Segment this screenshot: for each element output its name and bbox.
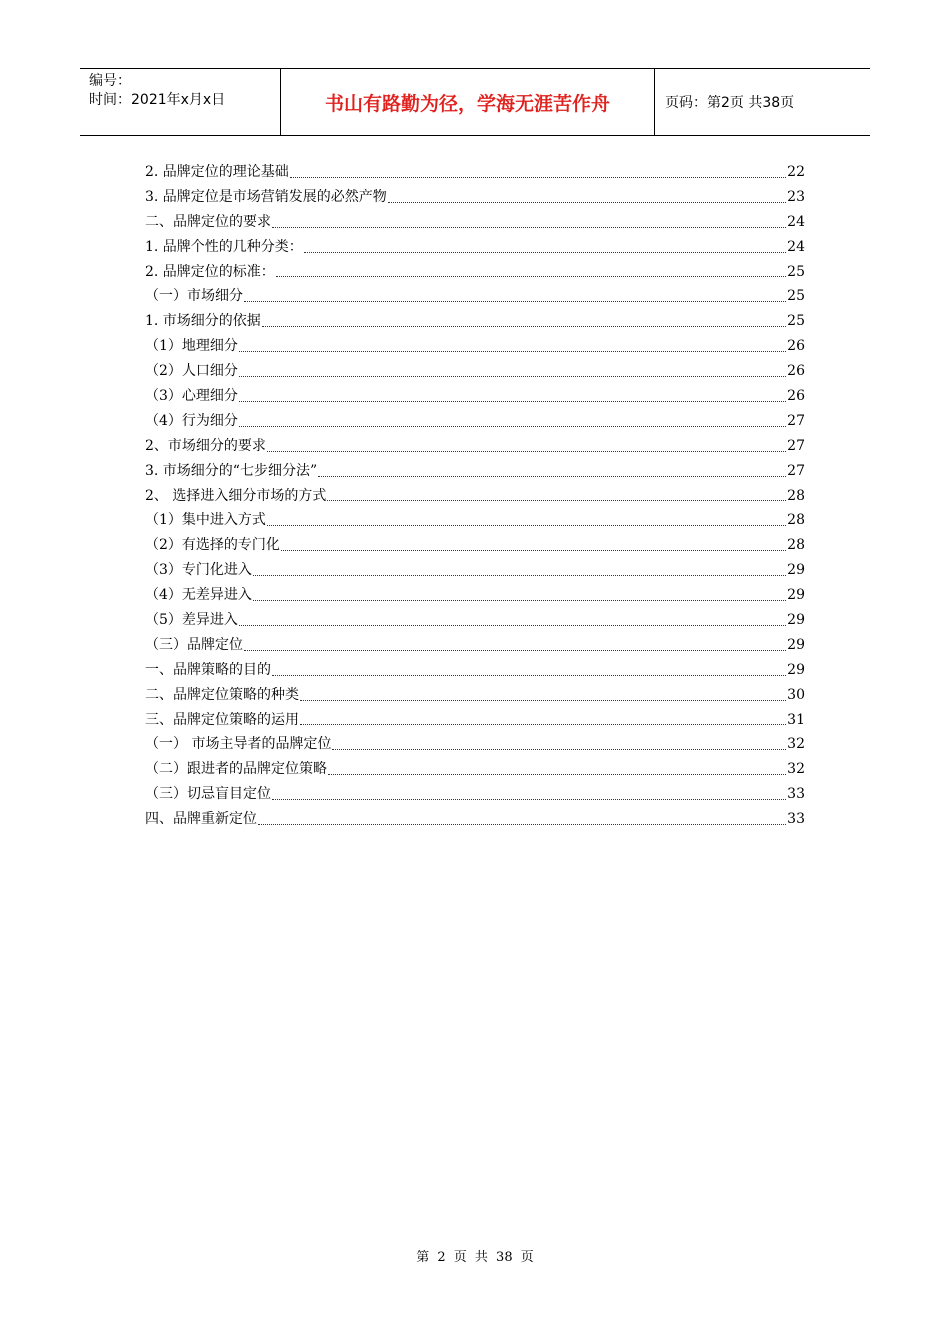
toc-entry[interactable] [145,210,805,235]
toc-entry[interactable] [145,359,805,384]
toc-entry[interactable] [145,260,805,285]
toc-dot-leader [253,574,786,576]
toc-entry[interactable] [145,633,805,658]
toc-entry-label: （4）无差异进入 [145,587,252,604]
toc-entry[interactable] [145,558,805,583]
toc-entry-label: （2）有选择的专门化 [145,537,280,554]
toc-entry-page: 25 [787,313,805,330]
toc-entry-label: （一） 市场主导者的品牌定位 [145,736,332,753]
toc-entry-page: 24 [787,213,805,230]
toc-entry-label: 2、 选择进入细分市场的方式 [145,487,327,504]
toc-entry-page: 27 [787,437,805,454]
toc-entry-page: 22 [787,164,805,180]
toc-entry-page: 27 [787,462,805,479]
toc-entry-label: （4）行为细分 [145,412,238,429]
toc-entry-label: （5）差异进入 [145,612,238,629]
header-motto: 书山有路勤为径，学海无涯苦作舟 [324,92,610,115]
toc-entry-label: （1）集中进入方式 [145,512,266,529]
toc-entry-label: （一）市场细分 [145,288,243,305]
toc-entry[interactable] [145,533,805,558]
toc-dot-leader [332,748,786,750]
toc-entry[interactable] [145,583,805,608]
toc-entry-label: （1）地理细分 [145,338,238,355]
toc-dot-leader [244,300,786,302]
toc-entry[interactable] [145,309,805,334]
toc-dot-leader [244,649,786,651]
toc-dot-leader [267,524,786,526]
toc-dot-leader [239,350,786,352]
toc-entry[interactable] [145,185,805,210]
toc-entry[interactable] [145,384,805,409]
toc-dot-leader [272,798,786,800]
toc-entry-label: 2. 品牌定位的理论基础 [145,164,289,180]
header-page-info: 页码：第2页 共38页 [665,95,795,111]
toc-entry-page: 28 [787,487,805,504]
toc-entry-label: （2）人口细分 [145,363,238,380]
toc-entry-label: 二、品牌定位的要求 [145,213,271,230]
toc-entry-label: 2、市场细分的要求 [145,437,266,454]
toc-dot-leader [328,773,786,775]
toc-entry-page: 28 [787,537,805,554]
toc-entry-label: （二）跟进者的品牌定位策略 [145,761,327,778]
toc-dot-leader [239,624,786,626]
toc-entry-page: 33 [787,786,805,803]
toc-entry-page: 29 [787,587,805,604]
toc-entry-label: 四、品牌重新定位 [145,811,257,828]
toc-dot-leader [239,425,786,427]
toc-entry-page: 26 [787,363,805,380]
toc-dot-leader [388,201,786,203]
toc-entry-label: 3. 品牌定位是市场营销发展的必然产物 [145,188,387,205]
toc-entry[interactable] [145,683,805,708]
toc-entry-label: （3）专门化进入 [145,562,252,579]
toc-entry-label: 3. 市场细分的“七步细分法” [145,462,318,479]
toc-dot-leader [327,499,786,501]
document-date-label: 时间：2021年x月x日 [89,92,226,108]
toc-entry-page: 32 [787,736,805,753]
toc-dot-leader [267,450,786,452]
header-motto-cell [281,69,655,135]
toc-entry-label: （三）切忌盲目定位 [145,786,271,803]
toc-entry[interactable] [145,708,805,733]
toc-entry-page: 31 [787,711,805,728]
toc-entry-page: 25 [787,288,805,305]
toc-entry[interactable] [145,508,805,533]
toc-entry-page: 25 [787,263,805,280]
toc-dot-leader [304,251,786,253]
toc-dot-leader [272,674,786,676]
toc-entry[interactable] [145,608,805,633]
page-header [80,68,870,136]
toc-entry[interactable] [145,782,805,807]
toc-entry[interactable] [145,434,805,459]
page-footer: 第 2 页 共 38 页 [416,1250,534,1265]
toc-dot-leader [258,823,786,825]
toc-entry-page: 29 [787,636,805,653]
toc-entry-page: 29 [787,612,805,629]
toc-dot-leader [300,699,786,701]
toc-dot-leader [239,400,786,402]
toc-entry-label: 三、品牌定位策略的运用 [145,711,299,728]
toc-dot-leader [281,549,786,551]
toc-entry[interactable] [145,409,805,434]
toc-dot-leader [276,275,786,277]
toc-entry-page: 26 [787,338,805,355]
toc-entry-label: 2. 品牌定位的标准： [145,263,275,280]
toc-entry[interactable] [145,757,805,782]
toc-entry[interactable] [145,658,805,683]
toc-dot-leader [318,475,786,477]
toc-entry-page: 29 [787,661,805,678]
toc-dot-leader [253,599,786,601]
toc-entry[interactable] [145,235,805,260]
toc-entry-label: 二、品牌定位策略的种类 [145,686,299,703]
toc-entry[interactable] [145,334,805,359]
toc-entry-label: （3）心理细分 [145,388,238,405]
toc-entry[interactable] [145,807,805,832]
toc-entry-page: 27 [787,412,805,429]
header-page-cell [655,69,870,135]
toc-entry-page: 33 [787,811,805,828]
toc-entry-page: 28 [787,512,805,529]
toc-entry-page: 23 [787,188,805,205]
table-of-contents [145,160,805,832]
toc-entry[interactable] [145,459,805,484]
toc-entry-page: 26 [787,388,805,405]
toc-entry[interactable] [145,160,805,185]
toc-dot-leader [239,375,786,377]
toc-dot-leader [262,325,786,327]
toc-entry[interactable] [145,732,805,757]
toc-entry-page: 32 [787,761,805,778]
toc-entry-label: 1. 市场细分的依据 [145,313,261,330]
toc-dot-leader [272,226,786,228]
document-number-label: 编号： [89,73,131,89]
toc-dot-leader [300,723,786,725]
toc-dot-leader [290,176,786,178]
toc-entry-page: 30 [787,686,805,703]
toc-entry-label: 1. 品牌个性的几种分类： [145,238,303,255]
toc-entry-label: （三）品牌定位 [145,636,243,653]
toc-entry[interactable] [145,484,805,509]
toc-entry-page: 29 [787,562,805,579]
toc-entry-page: 24 [787,238,805,255]
toc-entry[interactable] [145,284,805,309]
header-meta-cell [80,69,281,135]
toc-entry-label: 一、品牌策略的目的 [145,661,271,678]
